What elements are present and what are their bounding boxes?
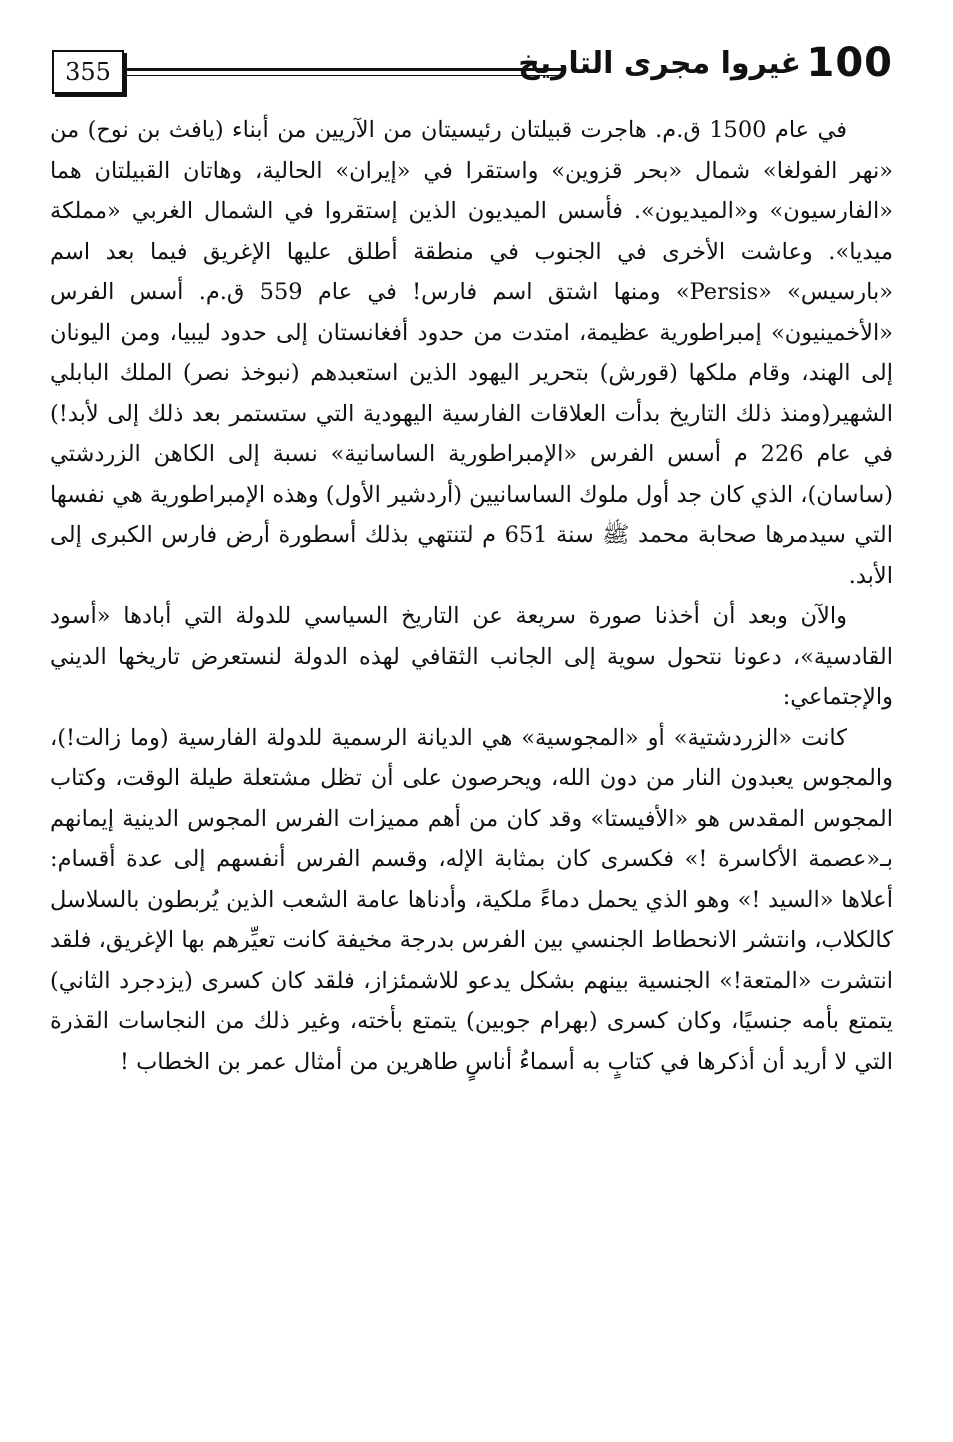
page-body [50, 110, 893, 1082]
book-number: 100 [806, 40, 893, 86]
header-rule-thin [126, 75, 563, 76]
paragraph-transition: والآن وبعد أن أخذنا صورة سريعة عن التاريخ السياسي للدولة التي أبادها «أسود القادسية»، دعونا نتحول سوية إلى الجانب الثقافي لهذه الدولة لنستعرض تاريخها الديني والإجتماعي: [50, 603, 893, 710]
book-title: غيروا مجرى التاريخ [518, 46, 801, 81]
paragraph-religion: كانت «الزردشتية» أو «المجوسية» هي الديانة الرسمية للدولة الفارسية (وما زالت!)، والمجوس يعبدون النار من دون الله، ويحرصون على أن تظل مشتعلة طيلة الوقت، وكتاب المجوس المقدس هو «الأفيستا» وقد كان من أهم مميزات الفرس المجوس الدينية إيمانهم بـ«عصمة الأكاسرة !» فكسرى كان بمثابة الإله، وقسم الفرس أنفسهم إلى عدة أقسام: أعلاها «السيد !» وهو الذي يحمل دماءً ملكية، وأدناها عامة الشعب الذين يُربطون بالسلاسل كالكلاب، وانتشر الانحطاط الجنسي بين الفرس بدرجة مخيفة كانت تعيِّرهم بها الإغريق، فلقد انتشرت «المتعة!» الجنسية بينهم بشكل يدعو للاشمئزاز، فلقد كان كسرى (يزدجرد الثاني) يتمتع بأمه جنسيًا، وكان كسرى (بهرام جوبين) يتمتع بأخته، وغير ذلك من النجاسات القذرة التي لا أريد أن أذكرها في كتابٍ به أسماءُ أناسٍ طاهرين من أمثال عمر بن الخطاب ! [50, 724, 893, 1075]
paragraph-history: في عام 1500 ق.م. هاجرت قبيلتان رئيسيتان من الآريين من أبناء (يافث بن نوح) من «نهر الفولغا» شمال «بحر قزوين» واستقرا في «إيران» الحالية، وهاتان القبيلتان هما «الفارسيون» و«الميديون». فأسس الميديون الذين إستقروا في الشمال الغربي «مملكة ميديا». وعاشت الأخرى في الجنوب في منطقة أطلق عليها الإغريق فيما بعد اسم «بارسيس» «Persis» ومنها اشتق اسم فارس! في عام 559 ق.م. أسس الفرس «الأخمينيون» إمبراطورية عظيمة، امتدت من حدود أفغانستان إلى حدود ليبيا، ومن اليونان إلى الهند، وقام ملكها (قورش) بتحرير اليهود الذين استعبدهم (نبوخذ نصر) الملك البابلي الشهير(ومنذ ذلك التاريخ بدأت العلاقات الفارسية اليهودية التي ستستمر بعد ذلك إلى لأبد!) في عام 226 م أسس الفرس «الإمبراطورية الساسانية» نسبة إلى الكاهن الزردشتي (ساسان)، الذي كان جد أول ملوك الساسانيين (أردشير الأول) وهذه الإمبراطورية هي نفسها التي سيدمرها صحابة محمد ﷺ سنة 651 م لتنتهي بذلك أسطورة أرض فارس الكبرى إلى الأبد. [49, 117, 894, 589]
page-header [48, 38, 893, 98]
header-rule [126, 68, 563, 71]
page-number: 355 [52, 50, 124, 94]
